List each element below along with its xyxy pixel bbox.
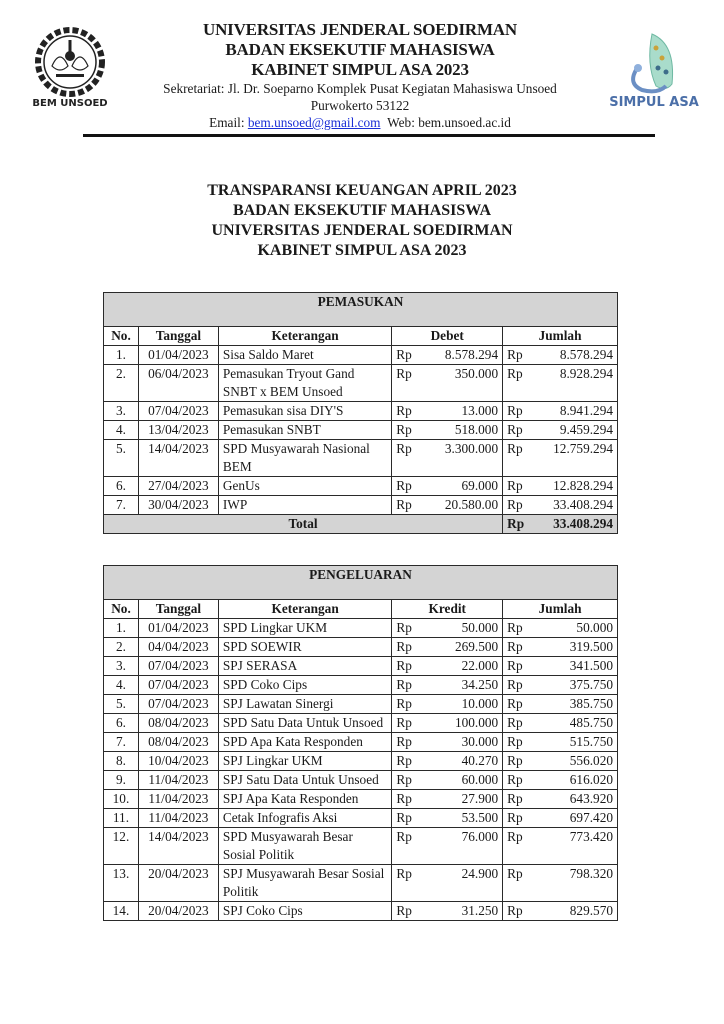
row-amount-currency: Rp [392,676,424,695]
row-balance: 8.578.294 [535,346,618,365]
row-amount: 69.000 [424,477,503,496]
row-balance: 12.828.294 [535,477,618,496]
row-balance: 798.320 [535,865,618,902]
row-amount-currency: Rp [392,902,424,921]
row-description: SPD Lingkar UKM [218,619,391,638]
row-amount-currency: Rp [392,346,424,365]
cabinet-name: KABINET SIMPUL ASA 2023 [251,60,469,79]
row-amount: 76.000 [424,828,503,865]
row-balance: 556.020 [535,752,618,771]
row-number: 6. [104,714,139,733]
simpul-asa-logo-icon [606,24,702,124]
row-number: 5. [104,440,139,477]
row-description: Cetak Infografis Aksi [218,809,391,828]
row-balance-currency: Rp [503,902,535,921]
row-amount: 20.580.00 [424,496,503,515]
contact-line [110,114,610,131]
row-description: SPJ Satu Data Untuk Unsoed [218,771,391,790]
row-balance-currency: Rp [503,619,535,638]
income-table [103,292,618,534]
row-date: 06/04/2023 [138,365,218,402]
row-number: 7. [104,733,139,752]
row-number: 2. [104,365,139,402]
row-balance: 8.928.294 [535,365,618,402]
col-balance: Jumlah [503,327,618,346]
email-link[interactable]: bem.unsoed@gmail.com [247,115,381,130]
row-balance-currency: Rp [503,477,535,496]
row-balance-currency: Rp [503,828,535,865]
row-number: 7. [104,496,139,515]
table-row [104,619,618,638]
row-date: 07/04/2023 [138,402,218,421]
row-amount: 518.000 [424,421,503,440]
email-label: Email: [209,115,245,130]
row-number: 3. [104,402,139,421]
row-amount: 24.900 [424,865,503,902]
row-description: GenUs [218,477,391,496]
row-number: 2. [104,638,139,657]
row-date: 11/04/2023 [138,809,218,828]
total-label: Total [104,515,503,534]
row-date: 27/04/2023 [138,477,218,496]
table-row [104,733,618,752]
row-balance-currency: Rp [503,402,535,421]
row-balance-currency: Rp [503,771,535,790]
expense-table [103,565,618,921]
row-balance-currency: Rp [503,714,535,733]
row-description: SPJ Lawatan Sinergi [218,695,391,714]
row-date: 11/04/2023 [138,790,218,809]
row-amount-currency: Rp [392,809,424,828]
row-number: 6. [104,477,139,496]
address-line-2: Purwokerto 53122 [310,98,410,113]
row-date: 20/04/2023 [138,865,218,902]
letterhead-divider [83,134,655,137]
row-balance-currency: Rp [503,496,535,515]
row-balance-currency: Rp [503,752,535,771]
row-balance: 375.750 [535,676,618,695]
row-balance-currency: Rp [503,638,535,657]
col-no: No. [104,600,139,619]
row-amount-currency: Rp [392,828,424,865]
row-amount-currency: Rp [392,752,424,771]
row-amount: 31.250 [424,902,503,921]
row-amount-currency: Rp [392,638,424,657]
row-balance-currency: Rp [503,809,535,828]
row-date: 01/04/2023 [138,346,218,365]
total-currency: Rp [503,515,535,534]
row-amount: 269.500 [424,638,503,657]
row-number: 4. [104,421,139,440]
table-row [104,346,618,365]
table-row [104,828,618,865]
row-balance: 485.750 [535,714,618,733]
row-number: 10. [104,790,139,809]
row-number: 1. [104,619,139,638]
row-date: 07/04/2023 [138,676,218,695]
row-amount: 22.000 [424,657,503,676]
row-date: 20/04/2023 [138,902,218,921]
row-balance: 385.750 [535,695,618,714]
expense-rows [104,619,618,921]
row-amount: 34.250 [424,676,503,695]
row-amount: 13.000 [424,402,503,421]
row-number: 14. [104,902,139,921]
row-amount-currency: Rp [392,771,424,790]
row-date: 11/04/2023 [138,771,218,790]
row-amount: 8.578.294 [424,346,503,365]
row-balance-currency: Rp [503,790,535,809]
row-description: SPJ Apa Kata Responden [218,790,391,809]
row-description: SPD Satu Data Untuk Unsoed [218,714,391,733]
row-date: 08/04/2023 [138,714,218,733]
table-row [104,752,618,771]
row-date: 14/04/2023 [138,828,218,865]
address-line-1: Sekretariat: Jl. Dr. Soeparno Komplek Pusat Kegiatan Mahasiswa Unsoed [163,81,557,96]
row-amount: 350.000 [424,365,503,402]
row-amount: 30.000 [424,733,503,752]
row-balance: 319.500 [535,638,618,657]
row-balance-currency: Rp [503,695,535,714]
row-balance: 829.570 [535,902,618,921]
income-total-row [104,515,618,534]
row-description: IWP [218,496,391,515]
row-balance-currency: Rp [503,676,535,695]
university-name: UNIVERSITAS JENDERAL SOEDIRMAN [203,20,517,39]
expense-heading: PENGELUARAN [104,566,618,600]
row-amount: 40.270 [424,752,503,771]
row-number: 8. [104,752,139,771]
row-number: 12. [104,828,139,865]
title-line-1: TRANSPARANSI KEUANGAN APRIL 2023 [207,182,517,199]
web-address: bem.unsoed.ac.id [418,115,511,130]
row-amount-currency: Rp [392,790,424,809]
col-description: Keterangan [218,600,391,619]
row-amount: 60.000 [424,771,503,790]
row-balance: 33.408.294 [535,496,618,515]
row-description: Pemasukan sisa DIY'S [218,402,391,421]
row-date: 01/04/2023 [138,619,218,638]
row-balance: 9.459.294 [535,421,618,440]
row-amount: 10.000 [424,695,503,714]
row-description: SPJ Lingkar UKM [218,752,391,771]
row-date: 08/04/2023 [138,733,218,752]
table-row [104,477,618,496]
row-amount-currency: Rp [392,496,424,515]
row-amount-currency: Rp [392,657,424,676]
row-amount-currency: Rp [392,440,424,477]
row-amount-currency: Rp [392,421,424,440]
row-amount: 100.000 [424,714,503,733]
bem-unsoed-logo-icon [30,26,110,110]
letterhead [0,0,724,140]
row-balance: 8.941.294 [535,402,618,421]
row-description: SPD Musyawarah Besar Sosial Politik [218,828,391,865]
total-value: 33.408.294 [535,515,618,534]
col-credit: Kredit [392,600,503,619]
row-date: 13/04/2023 [138,421,218,440]
web-label: Web: [387,115,415,130]
row-date: 07/04/2023 [138,695,218,714]
table-row [104,714,618,733]
table-row [104,421,618,440]
table-row [104,771,618,790]
row-amount-currency: Rp [392,365,424,402]
col-date: Tanggal [138,327,218,346]
row-balance-currency: Rp [503,346,535,365]
row-balance-currency: Rp [503,657,535,676]
col-date: Tanggal [138,600,218,619]
row-balance: 773.420 [535,828,618,865]
table-row [104,790,618,809]
table-row [104,695,618,714]
row-amount-currency: Rp [392,619,424,638]
row-balance: 50.000 [535,619,618,638]
row-balance-currency: Rp [503,440,535,477]
title-line-4: KABINET SIMPUL ASA 2023 [257,242,467,259]
row-description: SPJ Coko Cips [218,902,391,921]
row-balance: 643.920 [535,790,618,809]
row-balance: 341.500 [535,657,618,676]
row-date: 07/04/2023 [138,657,218,676]
document-title [0,181,724,261]
row-description: SPD SOEWIR [218,638,391,657]
row-balance-currency: Rp [503,365,535,402]
logo-right-text: SIMPUL ASA [609,95,699,110]
income-heading: PEMASUKAN [104,293,618,327]
col-description: Keterangan [218,327,391,346]
col-balance: Jumlah [503,600,618,619]
row-balance-currency: Rp [503,733,535,752]
row-description: SPJ Musyawarah Besar Sosial Politik [218,865,391,902]
income-rows [104,346,618,515]
row-amount-currency: Rp [392,695,424,714]
row-balance-currency: Rp [503,421,535,440]
logo-left-text: BEM UNSOED [32,98,108,109]
row-amount-currency: Rp [392,477,424,496]
row-description: SPD Musyawarah Nasional BEM [218,440,391,477]
table-row [104,902,618,921]
table-row [104,809,618,828]
row-balance-currency: Rp [503,865,535,902]
table-row [104,365,618,402]
row-number: 13. [104,865,139,902]
row-description: SPJ SERASA [218,657,391,676]
table-row [104,496,618,515]
row-number: 11. [104,809,139,828]
row-date: 10/04/2023 [138,752,218,771]
organization-name: BADAN EKSEKUTIF MAHASISWA [225,40,495,59]
row-number: 3. [104,657,139,676]
title-line-2: BADAN EKSEKUTIF MAHASISWA [232,202,492,219]
row-number: 5. [104,695,139,714]
row-amount: 53.500 [424,809,503,828]
letterhead-text [110,20,610,131]
table-row [104,865,618,902]
row-amount: 3.300.000 [424,440,503,477]
row-date: 04/04/2023 [138,638,218,657]
row-number: 1. [104,346,139,365]
row-number: 9. [104,771,139,790]
row-date: 14/04/2023 [138,440,218,477]
row-description: Pemasukan Tryout Gand SNBT x BEM Unsoed [218,365,391,402]
row-description: SPD Coko Cips [218,676,391,695]
table-row [104,676,618,695]
table-row [104,402,618,421]
table-row [104,657,618,676]
row-description: Sisa Saldo Maret [218,346,391,365]
row-date: 30/04/2023 [138,496,218,515]
row-amount-currency: Rp [392,402,424,421]
row-amount: 50.000 [424,619,503,638]
row-amount-currency: Rp [392,714,424,733]
row-balance: 515.750 [535,733,618,752]
col-no: No. [104,327,139,346]
title-line-3: UNIVERSITAS JENDERAL SOEDIRMAN [211,222,513,239]
row-balance: 12.759.294 [535,440,618,477]
col-debit: Debet [392,327,503,346]
row-amount-currency: Rp [392,865,424,902]
row-number: 4. [104,676,139,695]
row-amount-currency: Rp [392,733,424,752]
table-row [104,440,618,477]
row-balance: 697.420 [535,809,618,828]
table-row [104,638,618,657]
row-balance: 616.020 [535,771,618,790]
row-amount: 27.900 [424,790,503,809]
row-description: SPD Apa Kata Responden [218,733,391,752]
row-description: Pemasukan SNBT [218,421,391,440]
